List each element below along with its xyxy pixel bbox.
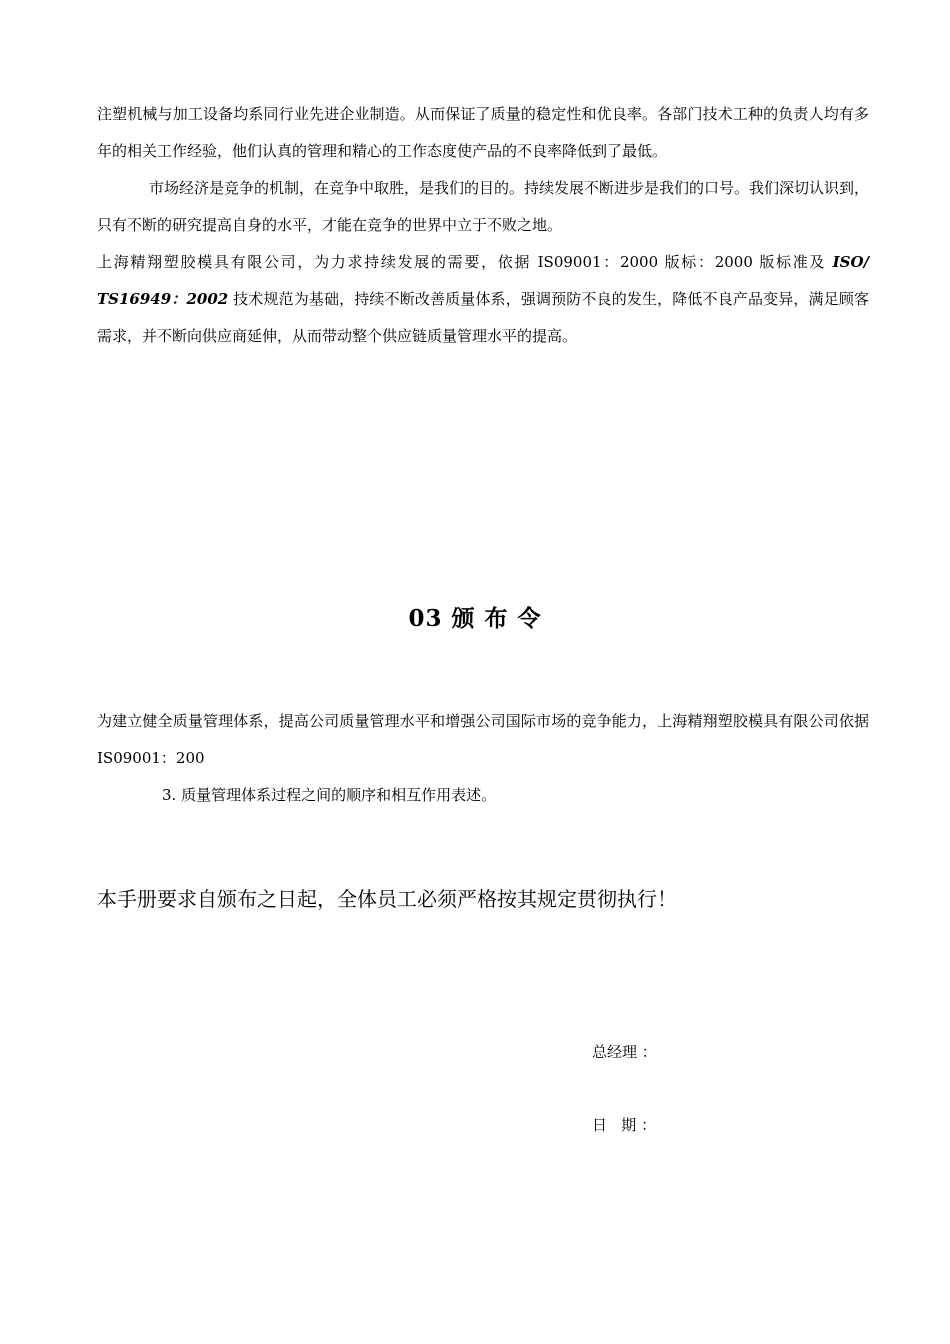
intro-paragraph-3 <box>97 244 869 355</box>
intro-paragraph-2: 市场经济是竞争的机制，在竞争中取胜，是我们的目的。持续发展不断进步是我们的口号。我们深切认识到，只有不断的研究提高自身的水平，才能在竞争的世界中立于不败之地。 <box>97 179 870 234</box>
iso-standard-reference: ISO/ TS16949：2002 <box>97 253 869 308</box>
date-label: 日 期 ： <box>592 1116 657 1134</box>
intro-paragraph-3-text-a: 上海精翔塑胶模具有限公司，为力求持续发展的需要，依据 IS09001：2000 版标：2000 版标准及 <box>97 253 833 271</box>
general-manager-label: 总经理 ： <box>592 1043 657 1061</box>
decree-paragraph-1: 为建立健全质量管理体系，提高公司质量管理水平和增强公司国际市场的竞争能力，上海精翔塑胶模具有限公司依据 IS09001：200 <box>97 712 869 767</box>
intro-paragraph-1: 注塑机械与加工设备均系同行业先进企业制造。从而保证了质量的稳定性和优良率。各部门技术工种的负责人均有多年的相关工作经验，他们认真的管理和精心的工作态度使产品的不良率降低到了最低。 <box>97 105 869 160</box>
decree-statement: 本手册要求自颁布之日起，全体员工必须严格按其规定贯彻执行！ <box>97 887 677 911</box>
decree-title: 03 颁 布 令 <box>408 605 542 632</box>
decree-paragraph-2: 3. 质量管理体系过程之间的顺序和相互作用表述。 <box>162 786 497 804</box>
intro-paragraph-3-text-b: 技术规范为基础，持续不断改善质量体系，强调预防不良的发生，降低不良产品变异，满足顾客需求，并不断向供应商延伸，从而带动整个供应链质量管理水平的提高。 <box>97 290 869 345</box>
